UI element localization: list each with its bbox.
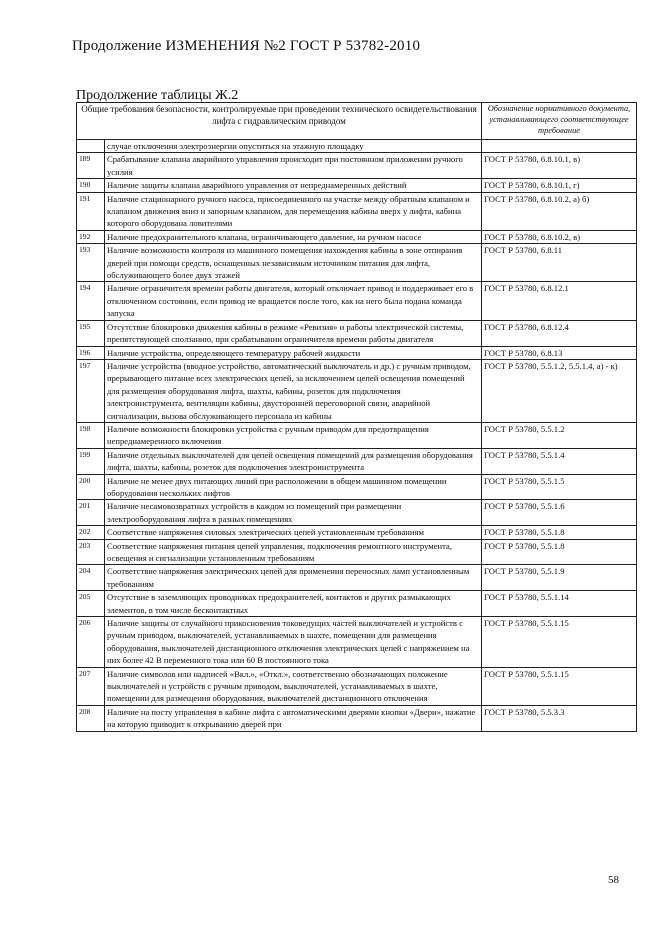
standard-reference: ГОСТ Р 53780, 5.5.1.15 xyxy=(482,667,637,705)
requirements-table xyxy=(76,102,637,732)
table-row xyxy=(77,591,637,617)
requirement-text: Наличие символов или надписей «Вкл.», «Откл.», соответственно обозначающих положение выключателей и устройств с ручным приводом, выключателей, устанавливаемых в шахте, помещении для размещения оборудования, выключателей дистанционного отключения xyxy=(105,667,482,705)
row-number: 201 xyxy=(77,500,105,526)
requirement-text: Наличие защиты клапана аварийного управления от непреднамеренных действий xyxy=(105,179,482,192)
row-number: 205 xyxy=(77,591,105,617)
requirement-text: Срабатывание клапана аварийного управления происходит при постоянном приложении ручного усилия xyxy=(105,153,482,179)
row-number: 192 xyxy=(77,230,105,243)
requirement-text: Наличие защиты от случайного прикосновения токоведущих частей выключателей и устройств с ручным приводом, выключателей, устанавливаемых в шахте, помещении для размещения оборудования, выключателей дистанционного отключения электрических цепей с напряжением на них более 42 В переменного тока или 60 В постоянного тока xyxy=(105,617,482,668)
table-caption: Продолжение таблицы Ж.2 xyxy=(76,88,239,103)
table-row xyxy=(77,282,637,320)
table-row xyxy=(77,667,637,705)
row-number: 206 xyxy=(77,617,105,668)
table-row xyxy=(77,422,637,448)
requirement-text: Наличие несамовозвратных устройств в каждом из помещений при размещении электрооборудования лифта в разных помещениях xyxy=(105,500,482,526)
requirement-text: Наличие ограничителя времени работы двигателя, который отключает привод и поддерживает его в отключенном состоянии, если привод не вращается после того, как на него была подана команда запуска xyxy=(105,282,482,320)
standard-reference: ГОСТ Р 53780, 6.8.10.2, а) б) xyxy=(482,192,637,230)
table-row xyxy=(77,230,637,243)
standard-reference: ГОСТ Р 53780, 5.5.1.2 xyxy=(482,422,637,448)
table-row xyxy=(77,244,637,282)
table-row xyxy=(77,539,637,565)
continuation-row xyxy=(77,140,637,153)
table-row xyxy=(77,500,637,526)
standard-reference: ГОСТ Р 53780, 5.5.1.15 xyxy=(482,617,637,668)
standard-reference: ГОСТ Р 53780, 6.8.13 xyxy=(482,346,637,359)
requirement-text: Соответствие напряжения электрических цепей для применения переносных ламп установленным требованиям xyxy=(105,565,482,591)
row-number: 197 xyxy=(77,359,105,422)
standard-reference: ГОСТ Р 53780, 5.5.1.9 xyxy=(482,565,637,591)
standard-reference: ГОСТ Р 53780, 6.8.12.1 xyxy=(482,282,637,320)
row-number: 200 xyxy=(77,474,105,500)
row-number: 196 xyxy=(77,346,105,359)
column-header-document: Обозначение нормативного документа, устанавливающего соответствующее требование xyxy=(482,103,637,140)
column-header-requirements: Общие требования безопасности, контролируемые при проведении технического освидетельствования лифта с гидравлическим приводом xyxy=(77,103,482,140)
table-row xyxy=(77,565,637,591)
table-body xyxy=(77,140,637,732)
requirement-text: Соответствие напряжения питания цепей управления, подключения ремонтного инструмента, освещения и сигнализации установленным требованиям xyxy=(105,539,482,565)
row-number: 194 xyxy=(77,282,105,320)
row-number: 199 xyxy=(77,448,105,474)
table-row xyxy=(77,617,637,668)
requirement-text: Наличие на посту управления в кабине лифта с автоматическими дверями кнопки «Двери», нажатие на которую приводит к открыванию дверей при xyxy=(105,705,482,731)
standard-reference: ГОСТ Р 53780, 5.5.1.8 xyxy=(482,539,637,565)
standard-reference: ГОСТ Р 53780, 5.5.1.4 xyxy=(482,448,637,474)
requirement-text: Наличие предохранительного клапана, ограничивающего давление, на ручном насосе xyxy=(105,230,482,243)
row-number: 203 xyxy=(77,539,105,565)
standard-reference: ГОСТ Р 53780, 5.5.1.6 xyxy=(482,500,637,526)
standard-reference: ГОСТ Р 53780, 5.5.3.3 xyxy=(482,705,637,731)
row-number: 202 xyxy=(77,526,105,539)
requirement-text: Наличие стационарного ручного насоса, присоединенного на участке между обратным клапаном и клапаном движения вниз и запорным клапаном, для перемещения кабины вверх у лифта, кабина которого оборудована ловителями xyxy=(105,192,482,230)
standard-reference: ГОСТ Р 53780, 6.8.10.1, г) xyxy=(482,179,637,192)
standard-reference: ГОСТ Р 53780, 5.5.1.2, 5.5.1.4, а) - к) xyxy=(482,359,637,422)
document-cell xyxy=(482,140,637,153)
requirement-text: Отсутствие в заземляющих проводниках предохранителей, контактов и других размыкающих элементов, в том числе бесконтактных xyxy=(105,591,482,617)
table-row xyxy=(77,359,637,422)
table-row xyxy=(77,526,637,539)
table-header-row xyxy=(77,103,637,140)
table-row xyxy=(77,474,637,500)
row-number: 195 xyxy=(77,320,105,346)
page-number: 58 xyxy=(608,874,619,886)
requirement-text: Наличие возможности блокировки устройства с ручным приводом для предотвращения непреднамеренного включения xyxy=(105,422,482,448)
row-number: 208 xyxy=(77,705,105,731)
standard-reference: ГОСТ Р 53780, 6.8.12.4 xyxy=(482,320,637,346)
row-number: 191 xyxy=(77,192,105,230)
row-number: 193 xyxy=(77,244,105,282)
row-number: 198 xyxy=(77,422,105,448)
table-row xyxy=(77,448,637,474)
row-number: 207 xyxy=(77,667,105,705)
table-row xyxy=(77,320,637,346)
document-header: Продолжение ИЗМЕНЕНИЯ №2 ГОСТ Р 53782-2010 xyxy=(72,38,421,54)
row-number-cell xyxy=(77,140,105,153)
requirement-text: Отсутствие блокировки движения кабины в режиме «Ревизия» и работы электрической системы, препятствующей сползанию, при срабатывании ограничителя времени работы двигателя xyxy=(105,320,482,346)
standard-reference: ГОСТ Р 53780, 5.5.1.14 xyxy=(482,591,637,617)
continuation-text: случае отключения электроэнергии опуститься на этажную площадку xyxy=(105,140,482,153)
requirement-text: Наличие устройства (вводное устройство, автоматический выключатель и др.) с ручным приводом, прерывающего питание всех электрических цепей, за исключением цепей освещения помещений для размещения оборудования лифта, шахты, кабины, розеток для подключения электроинструмента, вентиляции кабины, двусторонней переговорной связи, аварийной сигнализации, вызова обслуживающего персонала из кабины xyxy=(105,359,482,422)
requirement-text: Наличие не менее двух питающих линий при расположении в общем машинном помещении оборудования нескольких лифтов xyxy=(105,474,482,500)
standard-reference: ГОСТ Р 53780, 5.5.1.8 xyxy=(482,526,637,539)
standard-reference: ГОСТ Р 53780, 5.5.1.5 xyxy=(482,474,637,500)
standard-reference: ГОСТ Р 53780, 6.8.10.1, в) xyxy=(482,153,637,179)
requirement-text: Соответствие напряжения силовых электрических цепей установленным требованиям xyxy=(105,526,482,539)
row-number: 190 xyxy=(77,179,105,192)
requirement-text: Наличие возможности контроля из машинного помещения нахождения кабины в зоне отпирания дверей при помощи средств, оснащенных независимым источником питания для лифта, обслуживающего более двух этажей xyxy=(105,244,482,282)
table-row xyxy=(77,179,637,192)
requirement-text: Наличие устройства, определяющего температуру рабочей жидкости xyxy=(105,346,482,359)
row-number: 189 xyxy=(77,153,105,179)
requirement-text: Наличие отдельных выключателей для цепей освещения помещений для размещения оборудования лифта, шахты, кабины, розеток для подключения электроинструмента xyxy=(105,448,482,474)
table-row xyxy=(77,153,637,179)
table-row xyxy=(77,346,637,359)
table-row xyxy=(77,705,637,731)
table-row xyxy=(77,192,637,230)
row-number: 204 xyxy=(77,565,105,591)
standard-reference: ГОСТ Р 53780, 6.8.10.2, в) xyxy=(482,230,637,243)
standard-reference: ГОСТ Р 53780, 6.8.11 xyxy=(482,244,637,282)
